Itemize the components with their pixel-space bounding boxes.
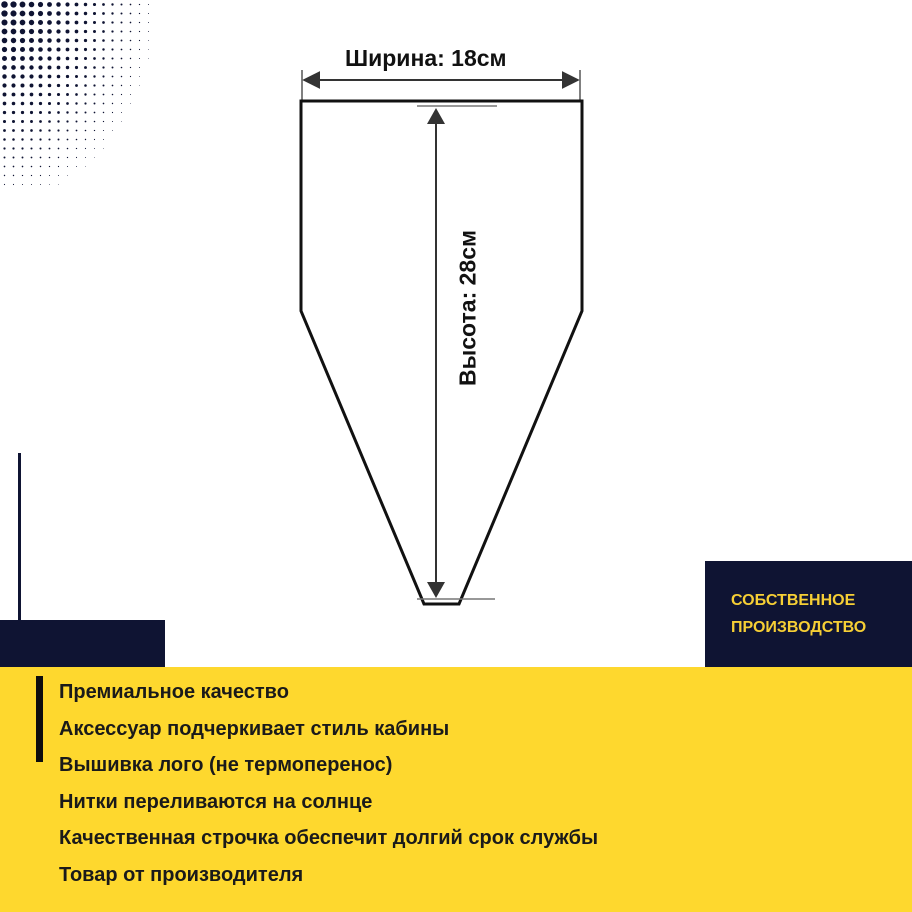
feature-item: Аксессуар подчеркивает стиль кабины (59, 717, 450, 740)
feature-item: Вышивка лого (не термоперенос) (59, 754, 393, 777)
badge-line-1: СОБСТВЕННОЕ (731, 592, 856, 609)
badge-line-2: ПРОИЗВОДСТВО (731, 619, 867, 636)
width-label: Ширина: 18см (345, 45, 507, 71)
feature-item: Качественная строчка обеспечит долгий срок службы (59, 827, 599, 850)
feature-item: Нитки переливаются на солнце (59, 790, 373, 813)
feature-item: Товар от производителя (59, 863, 304, 886)
navy-accent-block (0, 620, 165, 667)
feature-item: Премиальное качество (59, 681, 289, 703)
features-accent-bar (36, 676, 43, 762)
feature-list (59, 678, 598, 898)
product-shape-outline (301, 101, 582, 604)
own-production-badge (705, 561, 912, 667)
height-label: Высота: 28см (454, 229, 481, 387)
